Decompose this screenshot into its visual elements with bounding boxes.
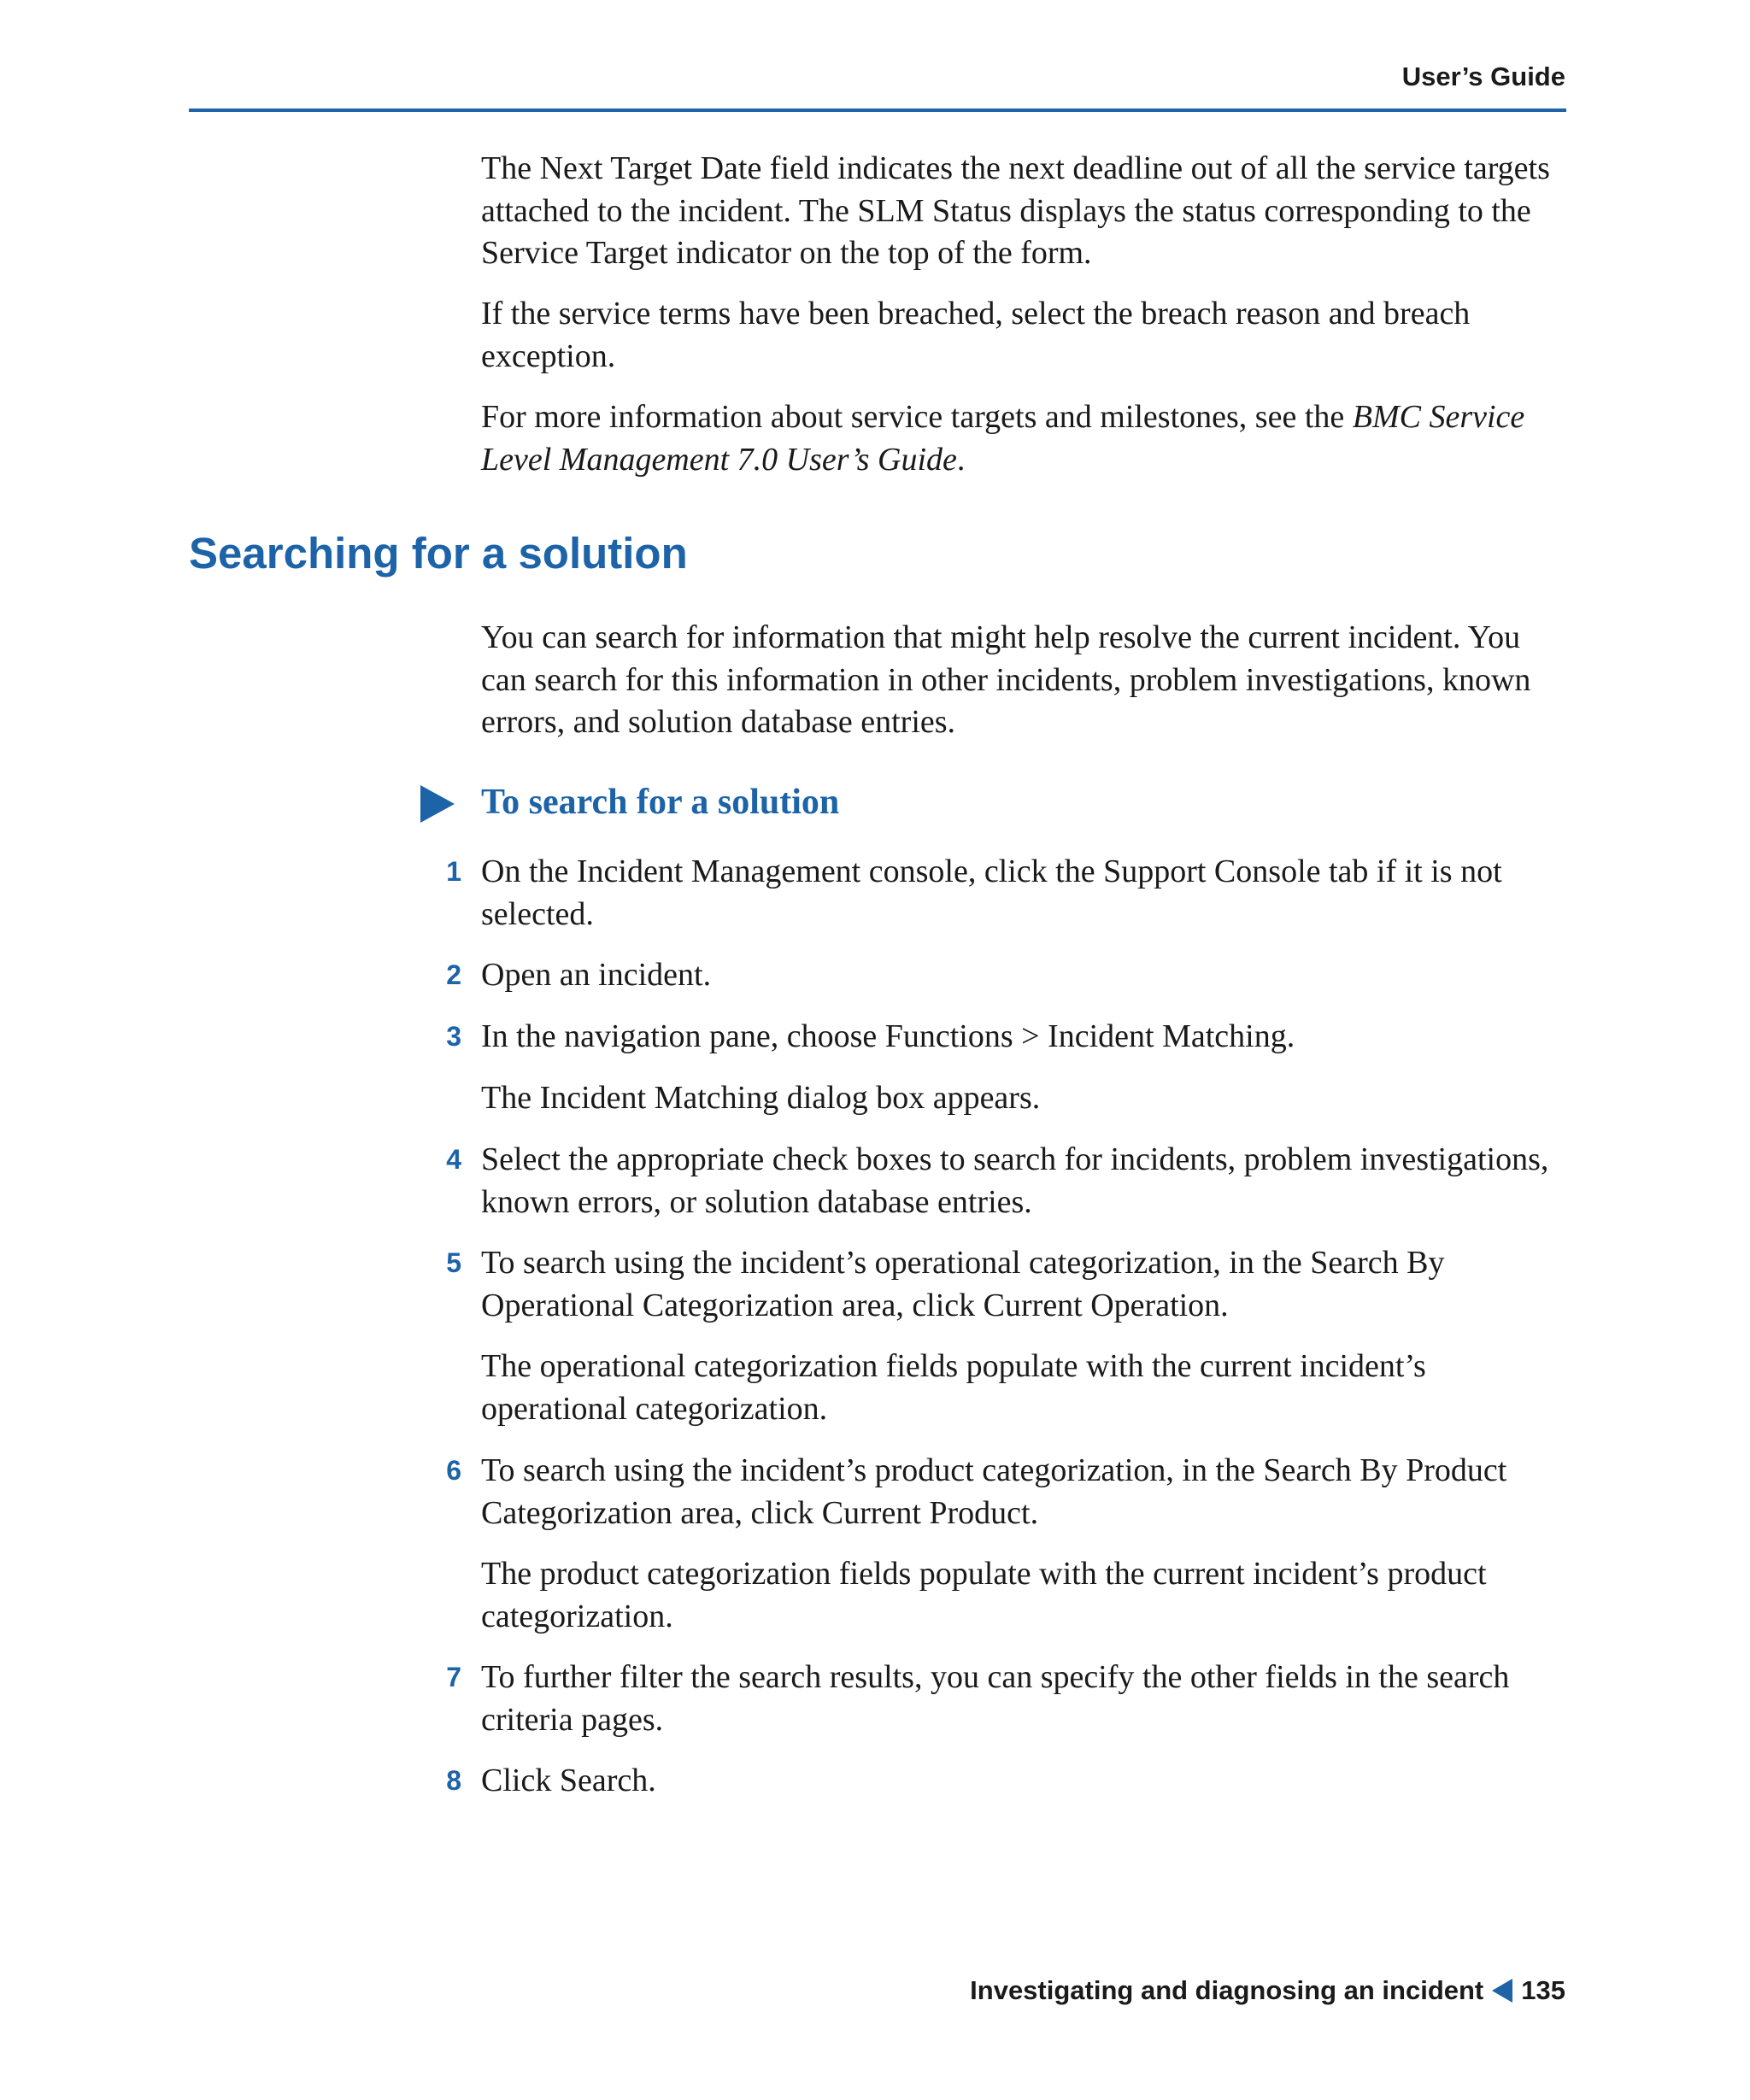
step-text: To further filter the search results, you can specify the other fields in the search criteria pages.	[481, 1659, 1510, 1738]
step-text: In the navigation pane, choose Functions > Incident Matching.	[481, 1018, 1295, 1054]
intro-paragraph-3-prefix: For more information about service targets and milestones, see the	[481, 399, 1353, 435]
step-number: 6	[446, 1455, 461, 1486]
step-note: The Incident Matching dialog box appears.	[481, 1080, 1041, 1116]
step-text: Select the appropriate check boxes to search for incidents, problem investigations, known errors, or solution database entries.	[481, 1141, 1549, 1220]
intro-paragraph-2: If the service terms have been breached, select the breach reason and breach exception.	[481, 296, 1471, 374]
step-number: 2	[446, 959, 461, 990]
intro-paragraph-3-suffix: .	[956, 441, 966, 478]
step-number: 8	[446, 1765, 461, 1796]
page-number: 135	[1521, 1975, 1565, 2005]
step-number: 5	[446, 1247, 461, 1278]
running-header: User’s Guide	[1401, 62, 1565, 91]
procedure-arrow-icon	[420, 785, 455, 823]
header-rule	[189, 109, 1566, 112]
guide-title-reference: BMC Service Level Management 7.0 User’s Guide	[481, 399, 1525, 478]
section-heading: Searching for a solution	[189, 529, 688, 578]
step-text: On the Incident Management console, click the Support Console tab if it is not selected.	[481, 853, 1502, 932]
step-text: Click Search.	[481, 1763, 656, 1798]
step-number: 7	[446, 1662, 461, 1692]
step-text: To search using the incident’s operational categorization, in the Search By Operational Categorization area, click Current Operation.	[481, 1245, 1445, 1323]
step-note: The operational categorization fields populate with the current incident’s operational categorization.	[481, 1348, 1426, 1427]
step-text: To search using the incident’s product categorization, in the Search By Product Categorization area, click Current Product.	[481, 1452, 1507, 1531]
intro-paragraph-3	[481, 396, 1566, 481]
section-intro: You can search for information that might help resolve the current incident. You can search for this information in other incidents, problem investigations, known errors, and solution database entries.	[481, 619, 1531, 740]
page-footer	[970, 1975, 1565, 2006]
step-number: 3	[446, 1021, 461, 1052]
procedure-heading: To search for a solution	[481, 783, 840, 822]
footer-chapter-title: Investigating and diagnosing an incident	[970, 1975, 1484, 2005]
footer-arrow-icon	[1492, 1979, 1512, 2003]
step-number: 1	[446, 856, 461, 887]
step-note: The product categorization fields populate with the current incident’s product categorization.	[481, 1556, 1487, 1634]
step-number: 4	[446, 1144, 461, 1175]
step-text: Open an incident.	[481, 957, 712, 993]
intro-paragraph-1: The Next Target Date field indicates the next deadline out of all the service targets attached to the incident. The SLM Status displays the status corresponding to the Service Target indicator on the top of the form.	[481, 150, 1550, 271]
